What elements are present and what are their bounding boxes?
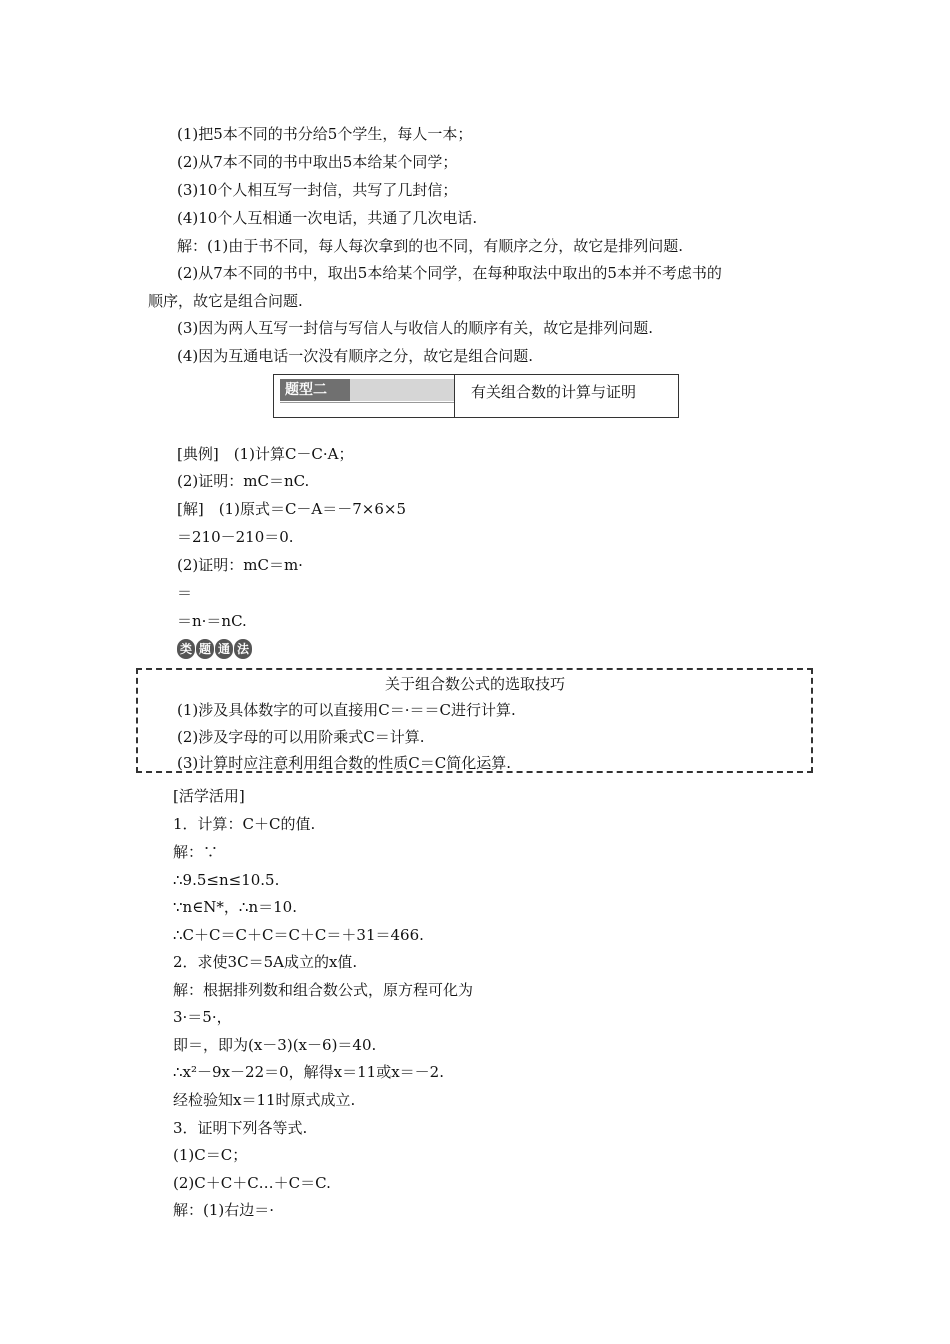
example-line-1: [典例] (1)计算C－C·A； [177,445,354,463]
example-line-4: ＝210－210＝0. [177,528,294,546]
intro-solution-2b: 顺序，故它是组合问题. [148,292,303,310]
practice-line: ∴x²－9x－22＝0，解得x＝11或x＝－2. [173,1063,444,1081]
practice-line: 2．求使3C＝5A成立的x值. [173,953,358,971]
practice-line: 解：∵ [173,843,219,861]
section-tag-bar [350,379,454,401]
example-line-5: (2)证明：mC＝m· [177,556,303,574]
badge-char: 题 [196,639,214,659]
practice-heading: [活学活用] [173,787,245,805]
section-divider [454,375,455,417]
practice-line: ∵n∈N*，∴n＝10. [173,898,297,916]
badge-char: 法 [234,639,252,659]
method-badge [177,639,252,661]
intro-item-4: (4)10个人互相通一次电话，共通了几次电话. [177,209,478,227]
practice-line: 解：(1)右边＝· [173,1201,275,1219]
tips-box-title: 关于组合数公式的选取技巧 [384,675,565,693]
practice-line: (2)C＋C＋C…＋C＝C. [173,1174,331,1192]
practice-line: 3．证明下列各等式. [173,1119,308,1137]
practice-line: ∴C＋C＝C＋C＝C＋C＝＋31＝466. [173,926,424,944]
example-line-7: ＝n·＝nC. [177,612,247,630]
section-header [273,374,679,418]
practice-line: (1)C＝C； [173,1146,248,1164]
section-tag-underline [280,402,454,403]
practice-line: 即＝，即为(x－3)(x－6)＝40. [173,1036,377,1054]
practice-line: ∴9.5≤n≤10.5. [173,871,280,889]
intro-item-3: (3)10个人相互写一封信，共写了几封信； [177,181,458,199]
example-line-3: [解] (1)原式＝C－A＝－7×6×5 [177,500,407,518]
example-line-6: ＝ [177,584,193,602]
example-line-2: (2)证明：mC＝nC. [177,472,310,490]
intro-solution-4: (4)因为互通电话一次没有顺序之分，故它是组合问题. [177,347,534,365]
practice-line: 解：根据排列数和组合数公式，原方程可化为 [173,981,474,999]
tips-item-2: (2)涉及字母的可以用阶乘式C＝计算. [177,728,425,746]
section-tag: 题型二 [280,379,350,401]
tips-item-1: (1)涉及具体数字的可以直接用C＝·＝＝C进行计算. [177,701,516,719]
intro-solution-2a: (2)从7本不同的书中，取出5本给某个同学，在每种取法中取出的5本并不考虑书的 [177,264,722,282]
tips-item-3: (3)计算时应注意利用组合数的性质C＝C简化运算. [177,754,511,772]
intro-solution-3: (3)因为两人互写一封信与写信人与收信人的顺序有关，故它是排列问题. [177,319,654,337]
practice-line: 经检验知x＝11时原式成立. [173,1091,356,1109]
intro-item-1: (1)把5本不同的书分给5个学生，每人一本； [177,125,473,143]
intro-item-2: (2)从7本不同的书中取出5本给某个同学； [177,153,458,171]
badge-char: 通 [215,639,233,659]
practice-line: 1．计算：C＋C的值. [173,815,316,833]
badge-char: 类 [177,639,195,659]
practice-line: 3·＝5·， [173,1008,232,1026]
intro-solution-1: 解：(1)由于书不同，每人每次拿到的也不同，有顺序之分，故它是排列问题. [177,237,684,255]
section-title: 有关组合数的计算与证明 [471,383,637,401]
